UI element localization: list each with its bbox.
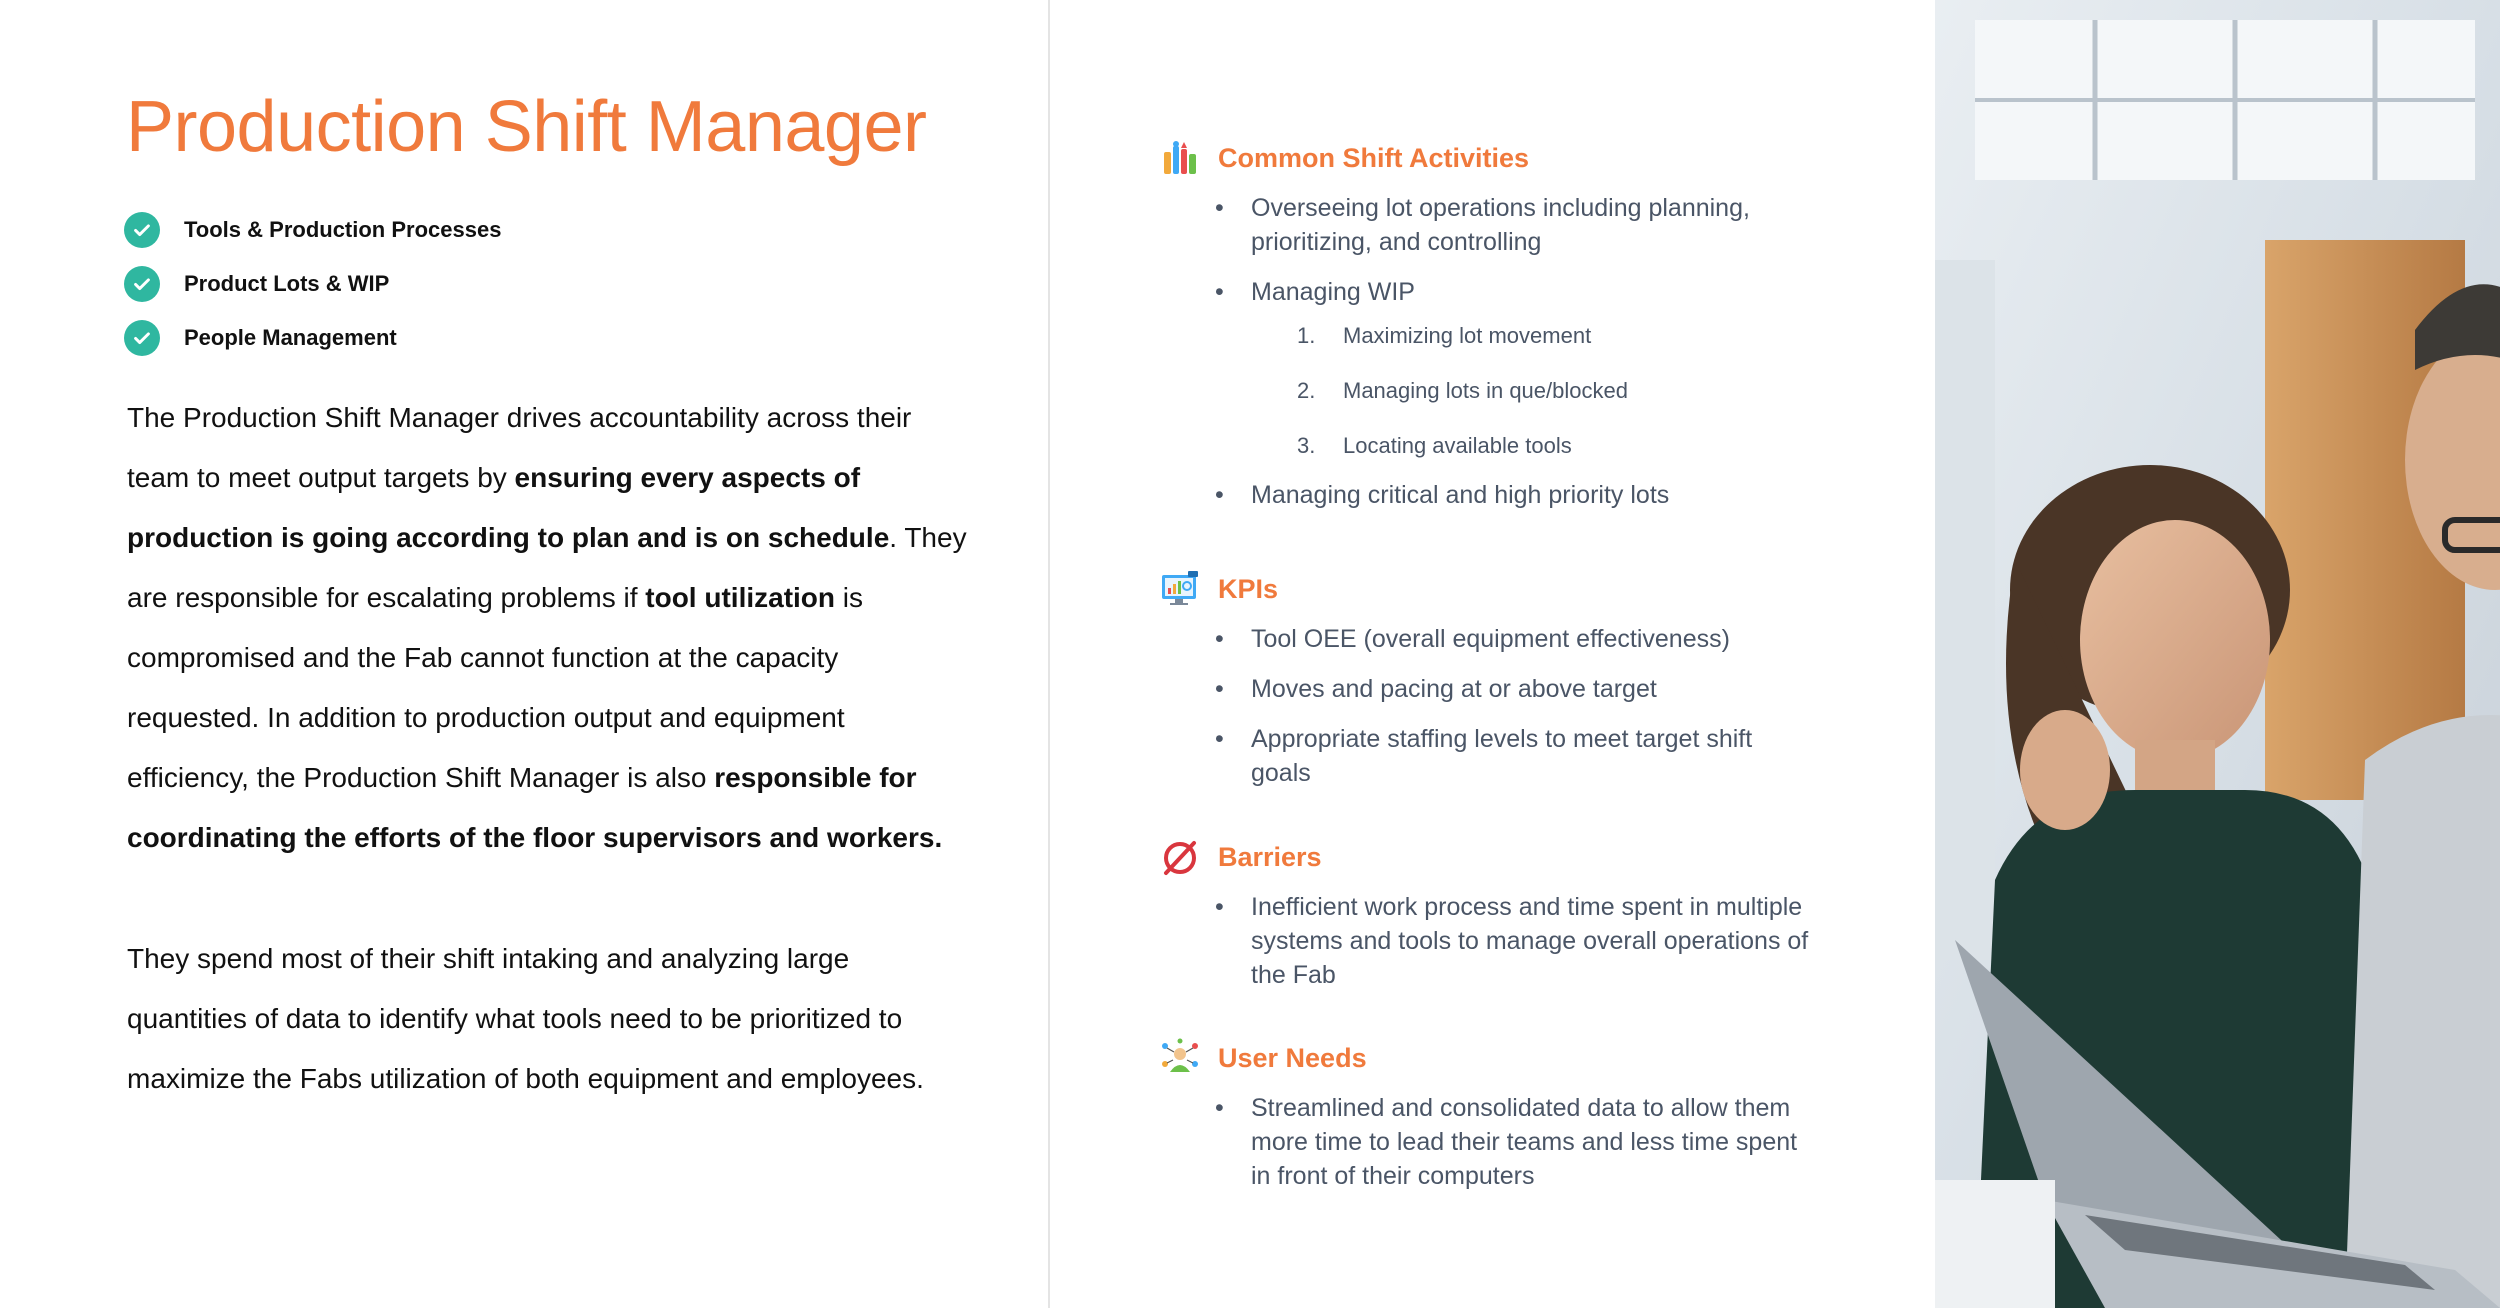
checklist-item (124, 311, 501, 365)
bullet-list (1215, 890, 1860, 992)
prohibited-icon (1160, 837, 1200, 877)
checklist-item (124, 257, 501, 311)
description-paragraph-2: They spend most of their shift intaking and analyzing large quantities of data to identify what tools need to be prioritized to maximize the Fabs utilization of both equipment and employees. (127, 943, 924, 1094)
checkmark-icon (124, 266, 160, 302)
section-header (1160, 834, 1860, 880)
checklist-label: Tools & Production Processes (184, 217, 502, 242)
list-item: • Appropriate staffing levels to meet target shift goals (1215, 722, 1815, 790)
checklist-label: People Management (184, 325, 397, 350)
description-run-bold: tool utilization (645, 582, 836, 613)
checkmark-icon (124, 320, 160, 356)
section-header (1160, 566, 1860, 612)
sublist-text: Managing lots in que/blocked (1343, 378, 1628, 403)
sublist-item (1297, 376, 1815, 406)
section-barriers (1160, 834, 1860, 1008)
sublist-number: 2. (1297, 378, 1316, 403)
section-kpis (1160, 566, 1860, 806)
left-column (0, 0, 1048, 1308)
sublist-number: 1. (1297, 323, 1316, 348)
section-header (1160, 135, 1860, 181)
list-item: • Managing critical and high priority lots (1215, 478, 1815, 512)
section-title: Barriers (1218, 841, 1322, 872)
section-title: Common Shift Activities (1218, 142, 1530, 173)
user-network-icon (1160, 1038, 1200, 1078)
dashboard-icon (1160, 569, 1200, 609)
section-activities (1160, 135, 1860, 528)
description-run: . They are responsible for escalating problems if (127, 522, 967, 613)
checkmark-icon (124, 212, 160, 248)
bullet-list (1215, 1091, 1860, 1193)
column-divider (1048, 0, 1050, 1308)
section-header (1160, 1035, 1860, 1081)
sublist-text: Maximizing lot movement (1343, 323, 1592, 348)
list-item: • Moves and pacing at or above target (1215, 672, 1815, 706)
tools-icon (1160, 138, 1200, 178)
list-item: • Streamlined and consolidated data to allow them more time to lead their teams and less time spent in front of their computers (1215, 1091, 1815, 1193)
numbered-sublist (1297, 321, 1815, 461)
section-title: KPIs (1218, 573, 1279, 604)
section-user-needs (1160, 1035, 1860, 1209)
bullet-list (1215, 191, 1860, 512)
list-item: • Inefficient work process and time spent in multiple systems and tools to manage overall operations of the Fab (1215, 890, 1815, 992)
sublist-item (1297, 321, 1815, 351)
section-title: User Needs (1218, 1042, 1367, 1073)
description-run-bold: ensuring every aspects of production is going according to plan and is on schedule (127, 462, 890, 553)
description-run: is compromised and the Fab cannot function at the capacity requested. In addition to production output and equipment efficiency, the Production Shift Manager is also (127, 582, 864, 793)
sublist-item (1297, 431, 1815, 461)
checklist-label: Product Lots & WIP (184, 271, 390, 296)
sublist-number: 3. (1297, 433, 1316, 458)
page-title: Production Shift Manager (126, 87, 927, 167)
list-item: • Overseeing lot operations including planning, prioritizing, and controlling (1215, 191, 1815, 259)
hero-photo (1935, 0, 2500, 1308)
list-item (1215, 275, 1815, 461)
description-paragraph (127, 388, 967, 868)
list-item: • Tool OEE (overall equipment effectiveness) (1215, 622, 1815, 656)
bullet-list (1215, 622, 1860, 790)
checklist-item (124, 203, 501, 257)
checklist (124, 203, 501, 365)
list-item-text: Managing WIP (1251, 278, 1415, 306)
description-run: The Production Shift Manager drives accountability across their team to meet output targets by (127, 402, 912, 493)
description-run-bold: responsible for coordinating the efforts of the floor supervisors and workers. (127, 762, 943, 853)
sublist-text: Locating available tools (1343, 433, 1572, 458)
